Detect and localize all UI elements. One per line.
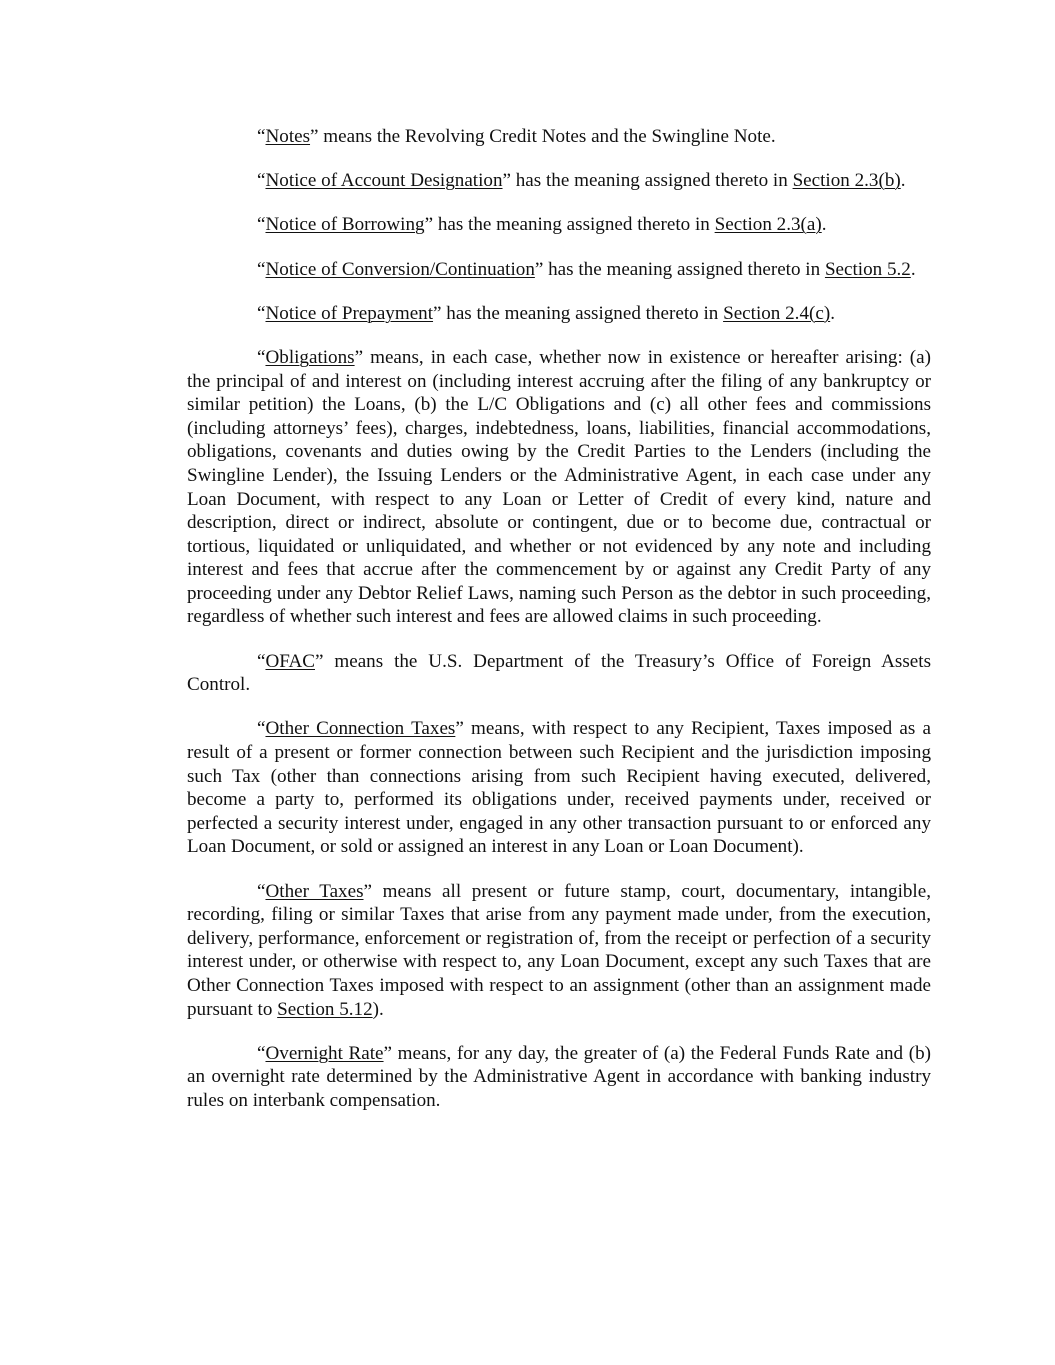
definition-text: . — [830, 302, 835, 324]
section-reference: Section 5.2 — [824, 258, 911, 280]
definition-text: ” has the meaning assigned thereto in — [424, 214, 715, 236]
defined-term: Overnight Rate — [265, 1042, 384, 1064]
definition-text: ” means the Revolving Credit Notes and the Swingline Note. — [310, 126, 776, 147]
definition-text: . — [910, 258, 916, 280]
defined-term: Obligations — [265, 346, 355, 368]
defined-term: Notice of Conversion/Continuation — [265, 258, 535, 280]
definition-text: ” has the meaning assigned thereto in — [433, 302, 724, 324]
section-reference: Section 2.3(a) — [714, 214, 822, 236]
defined-term: Notice of Account Designation — [265, 170, 503, 192]
section-reference: Section 2.4(c) — [723, 302, 831, 324]
definition-text: ” has the meaning assigned thereto in — [534, 258, 825, 280]
definition-notice-of-prepayment: “Notice of Prepayment” has the meaning assigned thereto in Section 2.4(c). — [257, 302, 835, 324]
definition-text: ” means, in each case, whether now in existence or hereafter arising: (a) the principal of and interest on (including interest accruing after the filing of any bankruptcy or similar petition) the Loans, (b) the L/C Obligations and (c) all other fees and commissions (including attorneys’ fees), charges, indebtedness, loans, liabilities, financial accommodations, obligations, covenants and duties owing by the Credit Parties to the Lenders (including the Swingline Lender), the Issuing Lenders or the Administrative Agent, in each case under any Loan Document, with respect to any Loan or Letter of Credit of every kind, nature and description, direct or indirect, absolute or contingent, due or to become due, contractual or tortious, liquidated or unliquidated, and whether or not evidenced by any note and including interest and fees that accrue after the commencement by or against any Credit Party of any proceeding under any Debtor Relief Laws, naming such Person as the debtor in such proceeding, regardless of whether such interest and fees are allowed claims in such proceeding. — [187, 346, 931, 628]
definition-notice-of-borrowing: “Notice of Borrowing” has the meaning assigned thereto in Section 2.3(a). — [257, 214, 827, 236]
definition-notice-of-account-designation: “Notice of Account Designation” has the meaning assigned thereto in Section 2.3(b). — [257, 170, 906, 192]
section-reference: Section 2.3(b) — [792, 170, 901, 192]
definition-ofac: “OFAC” means the U.S. Department of the Treasury’s Office of Foreign Assets Control. — [187, 650, 931, 696]
definition-text: ). — [372, 998, 384, 1020]
definition-overnight-rate: “Overnight Rate” means, for any day, the greater of (a) the Federal Funds Rate and (b) an overnight rate determined by the Administrative Agent in accordance with banking industry rules on interbank compensation. — [187, 1042, 932, 1111]
document-page — [187, 125, 931, 1133]
defined-term: Notice of Prepayment — [265, 302, 434, 324]
defined-term: Notice of Borrowing — [265, 214, 425, 236]
definition-obligations: “Obligations” means, in each case, whether now in existence or hereafter arising: (a) the principal of and interest on (including interest accruing after the filing of any bankruptcy or similar petition) the Loans, (b) the L/C Obligations and (c) all other fees and commissions (including attorneys’ fees), charges, indebtedness, loans, liabilities, financial accommodations, obligations, covenants and duties owing by the Credit Parties to the Lenders (including the Swingline Lender), the Issuing Lenders or the Administrative Agent, in each case under any Loan Document, with respect to any Loan or Letter of Credit of every kind, nature and description, direct or indirect, absolute or contingent, due or to become due, contractual or tortious, liquidated or unliquidated, and whether or not evidenced by any note and including interest and fees that accrue after the commencement by or against any Credit Party of any proceeding under any Debtor Relief Laws, naming such Person as the debtor in such proceeding, regardless of whether such interest and fees are allowed claims in such proceeding. — [187, 346, 931, 628]
definition-text: . — [821, 214, 827, 236]
definition-other-connection-taxes: “Other Connection Taxes” means, with respect to any Recipient, Taxes imposed as a result of a present or former connection between such Recipient and the jurisdiction imposing such Tax (other than connections arising from such Recipient having executed, delivered, become a party to, performed its obligations under, received payments under, received or perfected a security interest under, engaged in any other transaction pursuant to or enforced any Loan Document, or sold or assigned an interest in any Loan or Loan Document). — [187, 718, 931, 858]
defined-term: Other Connection Taxes — [265, 718, 456, 740]
definition-notice-of-conversion-continuation: “Notice of Conversion/Continuation” has the meaning assigned thereto in Section 5.2. — [257, 258, 916, 280]
definition-other-taxes: “Other Taxes” means all present or future stamp, court, documentary, intangible, recording, filing or similar Taxes that arise from any payment made under, from the execution, delivery, performance, enforcement or registration of, from the receipt or perfection of a security interest under, or otherwise with respect to, any Loan Document, except any such Taxes that are Other Connection Taxes imposed with respect to an assignment (other than an assignment made pursuant to Section 5.12). — [187, 880, 931, 1020]
definition-text: . — [900, 170, 906, 192]
definition-notes: “Notes” means the Revolving Credit Notes and the Swingline Note. — [257, 126, 776, 147]
definition-text: ” means the U.S. Department of the Treasury’s Office of Foreign Assets Control. — [187, 650, 931, 696]
defined-term: Other Taxes — [265, 880, 364, 902]
definition-text: ” means, with respect to any Recipient, Taxes imposed as a result of a present or former connection between such Recipient and the jurisdiction imposing such Tax (other than connections arising from such Recipient having executed, delivered, become a party to, performed its obligations under, received payments under, received or perfected a security interest under, engaged in any other transaction pursuant to or enforced any Loan Document, or sold or assigned an interest in any Loan or Loan Document). — [187, 718, 931, 858]
definition-text: ” has the meaning assigned thereto in — [502, 170, 793, 192]
section-reference: Section 5.12 — [277, 998, 373, 1020]
definition-text: ” means, for any day, the greater of (a) the Federal Funds Rate and (b) an overnight rate determined by the Administrative Agent in accordance with banking industry rules on interbank compensation. — [187, 1042, 932, 1111]
defined-term: OFAC — [265, 650, 315, 672]
defined-term: Notes — [265, 126, 311, 147]
definition-text: ” means all present or future stamp, court, documentary, intangible, recording, filing or similar Taxes that arise from any payment made under, from the execution, delivery, performance, enforcement or registration of, from the receipt or perfection of a security interest under, or otherwise with respect to, any Loan Document, except any such Taxes that are Other Connection Taxes imposed with respect to an assignment (other than an assignment made pursuant to — [187, 880, 931, 1020]
